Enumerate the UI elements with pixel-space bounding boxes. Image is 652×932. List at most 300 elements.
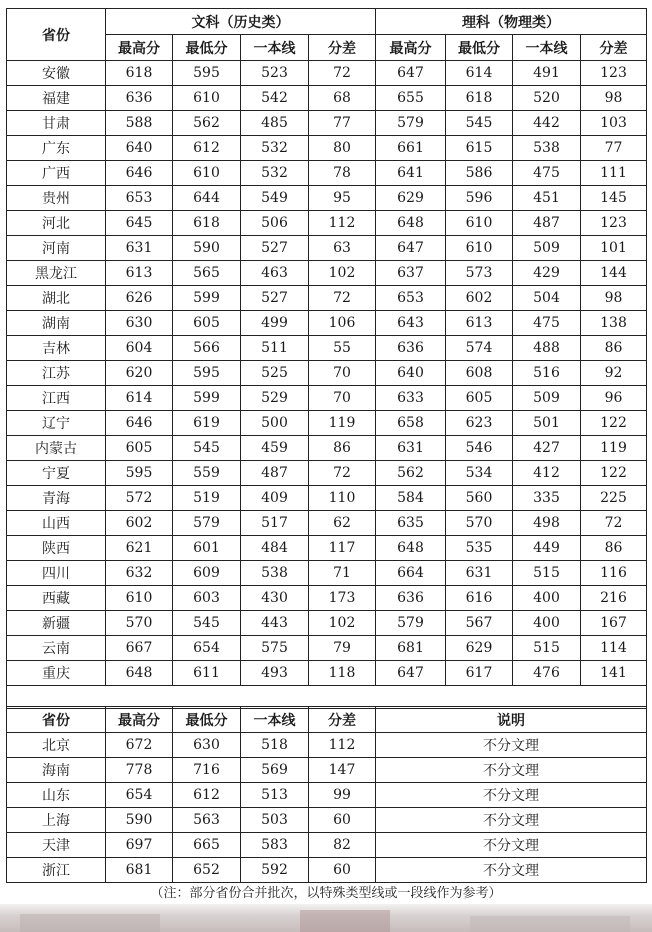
score-cell: 98 [581,86,647,111]
score-cell: 647 [376,61,446,86]
table-row [7,808,647,833]
score-cell: 566 [173,336,241,361]
score-cell: 599 [173,386,241,411]
province-cell: 新疆 [7,611,106,636]
score-cell: 643 [376,311,446,336]
main-table-body [7,61,647,709]
score-cell: 716 [173,758,241,783]
background-photo-strip [0,904,652,932]
score-cell: 667 [106,636,173,661]
province-cell: 浙江 [7,858,106,883]
score-cell: 653 [106,186,173,211]
score-cell: 590 [106,808,173,833]
score-cell: 62 [309,511,376,536]
score-cell: 661 [376,136,446,161]
score-cell: 216 [581,586,647,611]
score-cell: 475 [513,311,581,336]
province-cell: 辽宁 [7,411,106,436]
score-cell: 610 [446,236,513,261]
score-cell: 119 [581,436,647,461]
score-cell: 630 [173,733,241,758]
score-cell: 612 [173,136,241,161]
province-cell: 西藏 [7,586,106,611]
score-cell: 99 [309,783,376,808]
footnote: （注：部分省份合并批次，以特殊类型线或一段线作为参考） [150,886,502,901]
score-cell: 615 [446,136,513,161]
table-row [7,186,647,211]
table-row [7,833,647,858]
score-cell: 487 [513,211,581,236]
score-cell: 610 [173,86,241,111]
score-cell: 574 [446,336,513,361]
score-cell: 516 [513,361,581,386]
score-cell: 631 [376,436,446,461]
score-cell: 640 [106,136,173,161]
score-cell: 412 [513,461,581,486]
score-cell: 632 [106,561,173,586]
score-cell: 532 [241,136,309,161]
score-cell: 527 [241,236,309,261]
table-row [7,561,647,586]
province-cell: 天津 [7,833,106,858]
score-cell: 511 [241,336,309,361]
score-cell: 523 [241,61,309,86]
table-row [7,286,647,311]
score-cell: 95 [309,186,376,211]
score-cell: 501 [513,411,581,436]
score-cell: 335 [513,486,581,511]
score-cell: 443 [241,611,309,636]
score-cell: 562 [173,111,241,136]
score-cell: 604 [106,336,173,361]
score-cell: 55 [309,336,376,361]
score-cell: 596 [446,186,513,211]
score-cell: 72 [309,461,376,486]
score-cell: 545 [446,111,513,136]
score-cell: 572 [106,486,173,511]
score-cell: 513 [241,783,309,808]
score-cell: 527 [241,286,309,311]
score-cell: 475 [513,161,581,186]
table-row [7,586,647,611]
score-cell: 595 [106,461,173,486]
score-cell: 542 [241,86,309,111]
score-cell: 103 [581,111,647,136]
score-cell: 72 [309,286,376,311]
score-cell: 570 [106,611,173,636]
score-cell: 96 [581,386,647,411]
score-cell: 484 [241,536,309,561]
score-cell: 647 [376,661,446,686]
score-cell: 588 [106,111,173,136]
table-row [7,311,647,336]
table-row [7,611,647,636]
score-cell: 86 [581,536,647,561]
remark-cell: 不分文理 [376,858,647,883]
score-cell: 636 [106,86,173,111]
col-header-min: 最低分 [446,35,513,61]
score-cell: 493 [241,661,309,686]
score-cell: 487 [241,461,309,486]
province-cell: 上海 [7,808,106,833]
score-cell: 611 [173,661,241,686]
province-cell: 吉林 [7,336,106,361]
score-cell: 499 [241,311,309,336]
score-cell: 646 [106,411,173,436]
score-cell: 498 [513,511,581,536]
score-cell: 68 [309,86,376,111]
score-cell: 518 [241,733,309,758]
score-cell: 122 [581,411,647,436]
score-cell: 646 [106,161,173,186]
score-cell: 519 [173,486,241,511]
score-cell: 618 [446,86,513,111]
score-cell: 78 [309,161,376,186]
score-cell: 114 [581,636,647,661]
score-cell: 620 [106,361,173,386]
score-cell: 630 [106,311,173,336]
score-cell: 603 [173,586,241,611]
score-cell: 534 [446,461,513,486]
score-cell: 658 [376,411,446,436]
score-cell: 697 [106,833,173,858]
province-cell: 安徽 [7,61,106,86]
score-cell: 619 [173,411,241,436]
score-cell: 60 [309,808,376,833]
score-cell: 98 [581,286,647,311]
score-cell: 586 [446,161,513,186]
province-cell: 湖北 [7,286,106,311]
score-cell: 621 [106,536,173,561]
score-cell: 653 [376,286,446,311]
col-header-max: 最高分 [106,35,173,61]
table-row [7,411,647,436]
province-cell: 山西 [7,511,106,536]
score-cell: 573 [446,261,513,286]
score-cell: 637 [376,261,446,286]
score-cell: 459 [241,436,309,461]
col-header-min: 最低分 [173,707,241,733]
score-cell: 601 [173,536,241,561]
score-cell: 82 [309,833,376,858]
table-row [7,86,647,111]
score-cell: 605 [173,311,241,336]
score-cell: 583 [241,833,309,858]
score-cell: 451 [513,186,581,211]
score-cell: 80 [309,136,376,161]
province-cell: 青海 [7,486,106,511]
score-cell: 116 [581,561,647,586]
score-cell: 626 [106,286,173,311]
province-cell: 福建 [7,86,106,111]
score-cell: 595 [173,61,241,86]
table-row [7,161,647,186]
score-table-by-track [6,8,647,709]
score-cell: 70 [309,361,376,386]
score-cell: 112 [309,733,376,758]
science-group-header: 理科（物理类） [376,9,647,35]
score-cell: 629 [376,186,446,211]
score-cell: 565 [173,261,241,286]
col-header-cutoff: 一本线 [241,707,309,733]
score-cell: 599 [173,286,241,311]
table-row [7,111,647,136]
score-cell: 123 [581,61,647,86]
score-cell: 112 [309,211,376,236]
province-cell: 河北 [7,211,106,236]
remark-cell: 不分文理 [376,733,647,758]
score-cell: 106 [309,311,376,336]
score-cell: 567 [446,611,513,636]
score-cell: 563 [173,808,241,833]
score-cell: 538 [241,561,309,586]
score-cell: 532 [241,161,309,186]
score-cell: 102 [309,611,376,636]
table-row [7,636,647,661]
score-cell: 167 [581,611,647,636]
score-cell: 144 [581,261,647,286]
score-cell: 400 [513,611,581,636]
score-cell: 79 [309,636,376,661]
score-cell: 570 [446,511,513,536]
score-cell: 655 [376,86,446,111]
score-cell: 546 [446,436,513,461]
score-cell: 652 [173,858,241,883]
score-cell: 605 [446,386,513,411]
score-cell: 592 [241,858,309,883]
score-cell: 111 [581,161,647,186]
table-row [7,758,647,783]
score-cell: 595 [173,361,241,386]
score-cell: 618 [173,211,241,236]
province-cell: 甘肃 [7,111,106,136]
score-cell: 647 [376,236,446,261]
col-header-diff: 分差 [309,707,376,733]
score-cell: 72 [581,511,647,536]
province-cell: 广东 [7,136,106,161]
score-cell: 225 [581,486,647,511]
score-cell: 636 [376,336,446,361]
score-cell: 476 [513,661,581,686]
score-cell: 640 [376,361,446,386]
province-cell: 陕西 [7,536,106,561]
score-cell: 86 [581,336,647,361]
province-cell: 江西 [7,386,106,411]
province-cell: 重庆 [7,661,106,686]
score-cell: 488 [513,336,581,361]
score-cell: 631 [446,561,513,586]
province-cell: 山东 [7,783,106,808]
score-cell: 584 [376,486,446,511]
score-cell: 123 [581,211,647,236]
score-cell: 672 [106,733,173,758]
score-cell: 549 [241,186,309,211]
score-cell: 509 [513,386,581,411]
score-cell: 613 [106,261,173,286]
score-cell: 618 [106,61,173,86]
score-table-combined [6,706,647,883]
score-cell: 579 [376,111,446,136]
score-cell: 610 [106,586,173,611]
score-cell: 617 [446,661,513,686]
liberal-arts-group-header: 文科（历史类） [106,9,376,35]
score-cell: 602 [446,286,513,311]
score-cell: 485 [241,111,309,136]
score-cell: 664 [376,561,446,586]
score-cell: 500 [241,411,309,436]
score-cell: 60 [309,858,376,883]
table-row [7,136,647,161]
score-cell: 491 [513,61,581,86]
score-cell: 77 [309,111,376,136]
table-row [7,61,647,86]
score-cell: 429 [513,261,581,286]
table-row [7,336,647,361]
score-cell: 72 [309,61,376,86]
table-row [7,661,647,686]
score-cell: 545 [173,611,241,636]
table-row [7,261,647,286]
score-cell: 648 [376,536,446,561]
score-cell: 101 [581,236,647,261]
province-cell: 河南 [7,236,106,261]
col-header-max: 最高分 [376,35,446,61]
score-cell: 70 [309,386,376,411]
score-cell: 560 [446,486,513,511]
table-row [7,361,647,386]
score-cell: 463 [241,261,309,286]
table-row [7,783,647,808]
score-cell: 575 [241,636,309,661]
col-header-cutoff: 一本线 [241,35,309,61]
score-cell: 427 [513,436,581,461]
score-cell: 538 [513,136,581,161]
score-cell: 145 [581,186,647,211]
score-cell: 63 [309,236,376,261]
table-row [7,511,647,536]
score-cell: 430 [241,586,309,611]
score-cell: 644 [173,186,241,211]
score-cell: 648 [106,661,173,686]
province-header: 省份 [7,9,106,61]
remark-cell: 不分文理 [376,758,647,783]
score-cell: 590 [173,236,241,261]
score-cell: 102 [309,261,376,286]
score-cell: 86 [309,436,376,461]
table-row [7,461,647,486]
score-cell: 509 [513,236,581,261]
score-cell: 141 [581,661,647,686]
score-cell: 517 [241,511,309,536]
score-cell: 665 [173,833,241,858]
province-cell: 江苏 [7,361,106,386]
table-row [7,211,647,236]
score-cell: 636 [376,586,446,611]
score-cell: 71 [309,561,376,586]
province-cell: 内蒙古 [7,436,106,461]
bottom-table-body [7,733,647,883]
score-cell: 612 [173,783,241,808]
score-cell: 631 [106,236,173,261]
col-header-min: 最低分 [173,35,241,61]
province-cell: 黑龙江 [7,261,106,286]
table-row [7,436,647,461]
score-cell: 535 [446,536,513,561]
score-cell: 602 [106,511,173,536]
score-cell: 654 [106,783,173,808]
score-cell: 449 [513,536,581,561]
score-cell: 173 [309,586,376,611]
score-cell: 119 [309,411,376,436]
table-row [7,486,647,511]
score-cell: 77 [581,136,647,161]
score-cell: 400 [513,586,581,611]
table-row [7,733,647,758]
score-cell: 629 [446,636,513,661]
score-cell: 645 [106,211,173,236]
col-header-province: 省份 [7,707,106,733]
score-cell: 503 [241,808,309,833]
score-cell: 616 [446,586,513,611]
table-row [7,386,647,411]
score-cell: 614 [446,61,513,86]
col-header-cutoff: 一本线 [513,35,581,61]
score-cell: 778 [106,758,173,783]
table-row [7,536,647,561]
score-cell: 442 [513,111,581,136]
score-cell: 641 [376,161,446,186]
table-row [7,858,647,883]
score-cell: 138 [581,311,647,336]
province-cell: 广西 [7,161,106,186]
score-cell: 147 [309,758,376,783]
province-cell: 海南 [7,758,106,783]
score-cell: 562 [376,461,446,486]
score-cell: 117 [309,536,376,561]
score-cell: 569 [241,758,309,783]
score-cell: 579 [376,611,446,636]
score-cell: 654 [173,636,241,661]
col-header-remark: 说明 [376,707,647,733]
table-row [7,236,647,261]
score-cell: 610 [446,211,513,236]
score-cell: 614 [106,386,173,411]
score-cell: 515 [513,636,581,661]
col-header-diff: 分差 [309,35,376,61]
score-cell: 504 [513,286,581,311]
remark-cell: 不分文理 [376,808,647,833]
score-cell: 520 [513,86,581,111]
score-cell: 681 [376,636,446,661]
score-cell: 559 [173,461,241,486]
province-cell: 贵州 [7,186,106,211]
province-cell: 云南 [7,636,106,661]
score-cell: 605 [106,436,173,461]
province-cell: 湖南 [7,311,106,336]
score-cell: 506 [241,211,309,236]
score-cell: 648 [376,211,446,236]
province-cell: 北京 [7,733,106,758]
col-header-diff: 分差 [581,35,647,61]
score-cell: 92 [581,361,647,386]
score-cell: 525 [241,361,309,386]
score-cell: 635 [376,511,446,536]
score-cell: 110 [309,486,376,511]
score-cell: 579 [173,511,241,536]
remark-cell: 不分文理 [376,833,647,858]
score-cell: 623 [446,411,513,436]
score-cell: 118 [309,661,376,686]
